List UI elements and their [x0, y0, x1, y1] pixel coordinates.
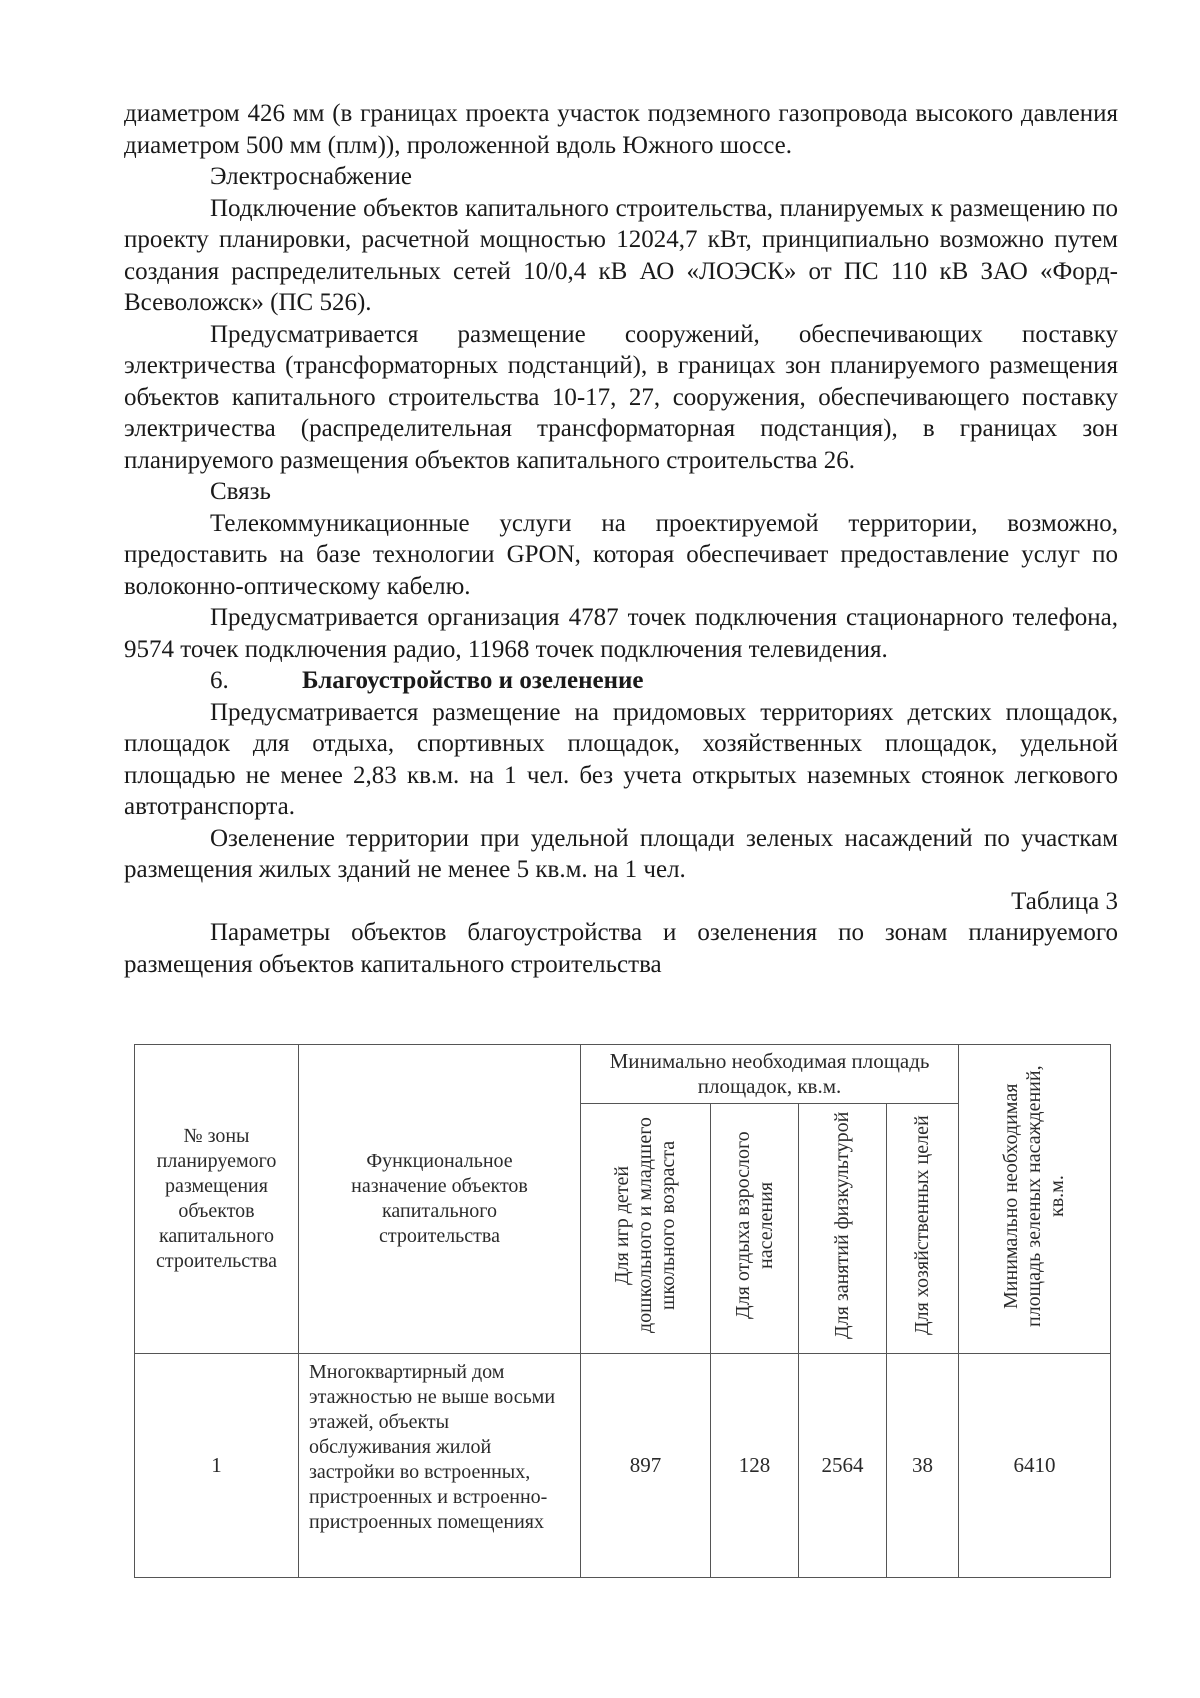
paragraph-substations: Предусматривается размещение сооружений, обеспечивающих поставку электричества (трансформаторных подстанций), в границах зон планируемого размещения объектов капитального строительства 10-17, 27, сооружения, обеспечивающего поставку электричества (распределительная трансформаторная подстанция), в границах зон планируемого размещения объектов капитального строительства 26.	[124, 320, 1118, 474]
cell-adults: 128	[711, 1354, 799, 1578]
table-header-row	[135, 1045, 1111, 1104]
paragraph-telecom: Телекоммуникационные услуги на проектируемой территории, возможно, предоставить на базе технологии GPON, которая обеспечивает предоставление услуг по волоконно-оптическому кабелю.	[124, 509, 1118, 600]
header-sport	[799, 1104, 887, 1354]
document-body	[124, 98, 1118, 980]
cell-zone: 1	[135, 1354, 299, 1578]
header-household	[887, 1104, 959, 1354]
heading-electricity: Электроснабжение	[210, 163, 412, 190]
cell-children: 897	[581, 1354, 711, 1578]
header-sport-label: Для занятий физкультурой	[831, 1111, 853, 1339]
paragraph-electric-connection: Подключение объектов капитального строительства, планируемых к размещению по проекту планировки, расчетной мощностью 12024,7 кВт, принципиально возможно путем создания распределительных сетей 10/0,4 кВ АО «ЛОЭСК» от ПС 110 кВ ЗАО «Форд-Всеволожск» (ПС 526).	[124, 194, 1118, 316]
paragraph-gas: диаметром 426 мм (в границах проекта участок подземного газопровода высокого давления диаметром 500 мм (плм)), проложенной вдоль Южного шоссе.	[124, 100, 1118, 159]
header-children	[581, 1104, 711, 1354]
table-row	[135, 1354, 1111, 1578]
parameters-table	[134, 1044, 1111, 1578]
header-zone: № зоны планируемого размещения объектов капитального строительства	[135, 1045, 299, 1354]
header-adults	[711, 1104, 799, 1354]
cell-household: 38	[887, 1354, 959, 1578]
heading-communications: Связь	[210, 478, 271, 505]
cell-function: Многоквартирный дом этажностью не выше восьми этажей, объекты обслуживания жилой застройки во встроенных, пристроенных и встроенно-пристроенных помещениях	[299, 1354, 581, 1578]
header-green-area-label: Минимально необходимая площадь зеленых насаждений, кв.м.	[1000, 1064, 1069, 1327]
header-children-label: Для игр детей дошкольного и младшего школьного возраста	[611, 1117, 679, 1333]
paragraph-connection-points: Предусматривается организация 4787 точек подключения стационарного телефона, 9574 точек подключения радио, 11968 точек подключения телевидения.	[124, 604, 1118, 663]
paragraph-greening: Озеленение территории при удельной площади зеленых насаждений по участкам размещения жилых зданий не менее 5 кв.м. на 1 чел.	[124, 824, 1118, 883]
header-function: Функциональное назначение объектов капитального строительства	[299, 1045, 581, 1354]
paragraph-playgrounds: Предусматривается размещение на придомовых территориях детских площадок, площадок для отдыха, спортивных площадок, хозяйственных площадок, удельной площадью не менее 2,83 кв.м. на 1 чел. без учета открытых наземных стоянок легкового автотранспорта.	[124, 698, 1118, 820]
header-adults-label: Для отдыха взрослого населения	[731, 1131, 777, 1319]
cell-green: 6410	[959, 1354, 1111, 1578]
section-heading	[124, 665, 1118, 697]
table-label: Таблица 3	[1011, 887, 1118, 915]
cell-sport: 2564	[799, 1354, 887, 1578]
header-household-label: Для хозяйственных целей	[911, 1115, 934, 1335]
section-title: Благоустройство и озеленение	[302, 667, 644, 694]
section-number: 6.	[210, 667, 229, 694]
header-min-area-group: Минимально необходимая площадь площадок, кв.м.	[581, 1045, 959, 1104]
table-caption: Параметры объектов благоустройства и озеленения по зонам планируемого размещения объектов капитального строительства	[124, 919, 1118, 978]
header-green-area	[959, 1045, 1111, 1354]
